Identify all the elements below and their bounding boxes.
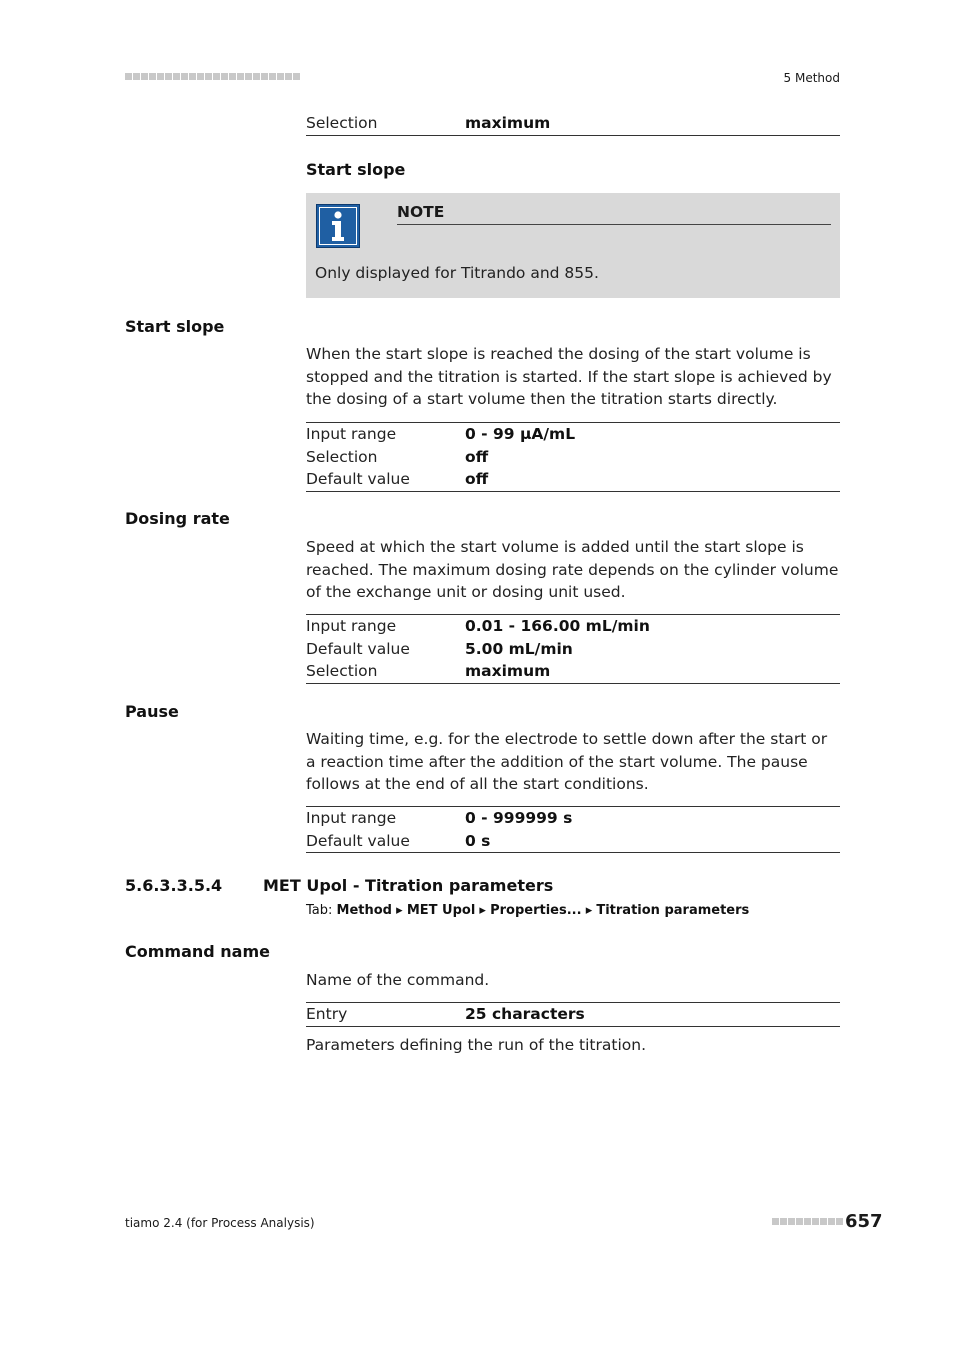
breadcrumb-separator-icon: ▸ — [479, 903, 486, 918]
command-name-label: Command name — [125, 942, 270, 961]
header-decoration — [125, 73, 300, 80]
dosing-rate-label: Dosing rate — [125, 509, 230, 528]
start-slope-label: Start slope — [125, 317, 225, 336]
pause-label: Pause — [125, 702, 179, 721]
table-row — [306, 660, 840, 683]
breadcrumb-item: MET Upol — [406, 903, 476, 918]
breadcrumb-item: Method — [336, 903, 392, 918]
table-row — [306, 446, 840, 469]
pause-text: Waiting time, e.g. for the electrode to settle down after the start or a reaction time after the addition of the start volume. The pause follows at the end of all the start conditions. — [306, 730, 828, 793]
command-name-table — [306, 1002, 840, 1027]
param-key: Input range — [306, 617, 397, 635]
param-key: Selection — [306, 662, 378, 680]
breadcrumb-separator-icon: ▸ — [396, 903, 403, 918]
table-row — [306, 807, 840, 830]
param-key: Default value — [306, 831, 410, 850]
closing-text: Parameters defining the run of the titration. — [306, 1036, 646, 1054]
info-icon — [316, 204, 360, 248]
table-row — [306, 423, 840, 446]
param-value: off — [465, 447, 489, 466]
param-key: Selection — [306, 447, 378, 466]
param-key: Input range — [306, 809, 397, 827]
note-title: NOTE — [397, 203, 831, 225]
start-slope-text: When the start slope is reached the dosing of the start volume is stopped and the titration is started. If the start slope is achieved by the dosing of a start volume then the titration starts directly. — [306, 345, 832, 408]
command-name-text: Name of the command. — [306, 971, 490, 989]
dosing-rate-table — [306, 614, 840, 684]
param-value: 0 s — [465, 831, 491, 850]
param-value: 5.00 mL/min — [465, 639, 573, 658]
param-value: 0 - 999999 s — [465, 809, 573, 827]
note-box — [306, 193, 840, 298]
selection-table — [306, 112, 840, 136]
chapter-label: 5 Method — [783, 71, 840, 85]
param-key: Default value — [306, 470, 410, 488]
subsection-number: 5.6.3.3.5.4 — [125, 876, 223, 895]
note-text: Only displayed for Titrando and 855. — [315, 264, 599, 282]
table-row — [306, 112, 840, 135]
breadcrumb-prefix: Tab: — [306, 903, 333, 918]
table-row — [306, 468, 840, 491]
subsection-title: MET Upol - Titration parameters — [263, 876, 554, 895]
footer-product: tiamo 2.4 (for Process Analysis) — [125, 1216, 315, 1230]
page-number: 657 — [845, 1211, 883, 1232]
pause-table — [306, 806, 840, 853]
dosing-rate-text: Speed at which the start volume is added until the start slope is reached. The maximum dosing rate depends on the cylinder volume of the exchange unit or dosing unit used. — [306, 538, 839, 601]
param-key: Selection — [306, 114, 378, 132]
breadcrumb-separator-icon: ▸ — [585, 903, 593, 918]
start-slope-heading: Start slope — [306, 160, 406, 179]
table-row — [306, 615, 840, 638]
param-key: Input range — [306, 425, 397, 443]
table-row — [306, 830, 840, 853]
param-value: maximum — [465, 114, 551, 132]
table-row — [306, 1003, 840, 1027]
start-slope-table — [306, 422, 840, 492]
footer-decoration — [772, 1218, 843, 1225]
breadcrumb — [306, 903, 749, 918]
param-key: Entry — [306, 1005, 348, 1023]
param-value: maximum — [465, 662, 551, 680]
breadcrumb-item: Titration parameters — [596, 903, 750, 918]
param-value: off — [465, 470, 489, 488]
param-value: 0 - 99 µA/mL — [465, 425, 576, 443]
param-value: 0.01 - 166.00 mL/min — [465, 617, 650, 635]
breadcrumb-item: Properties... — [490, 903, 582, 918]
param-value: 25 characters — [465, 1005, 585, 1023]
table-row — [306, 638, 840, 661]
param-key: Default value — [306, 639, 410, 658]
